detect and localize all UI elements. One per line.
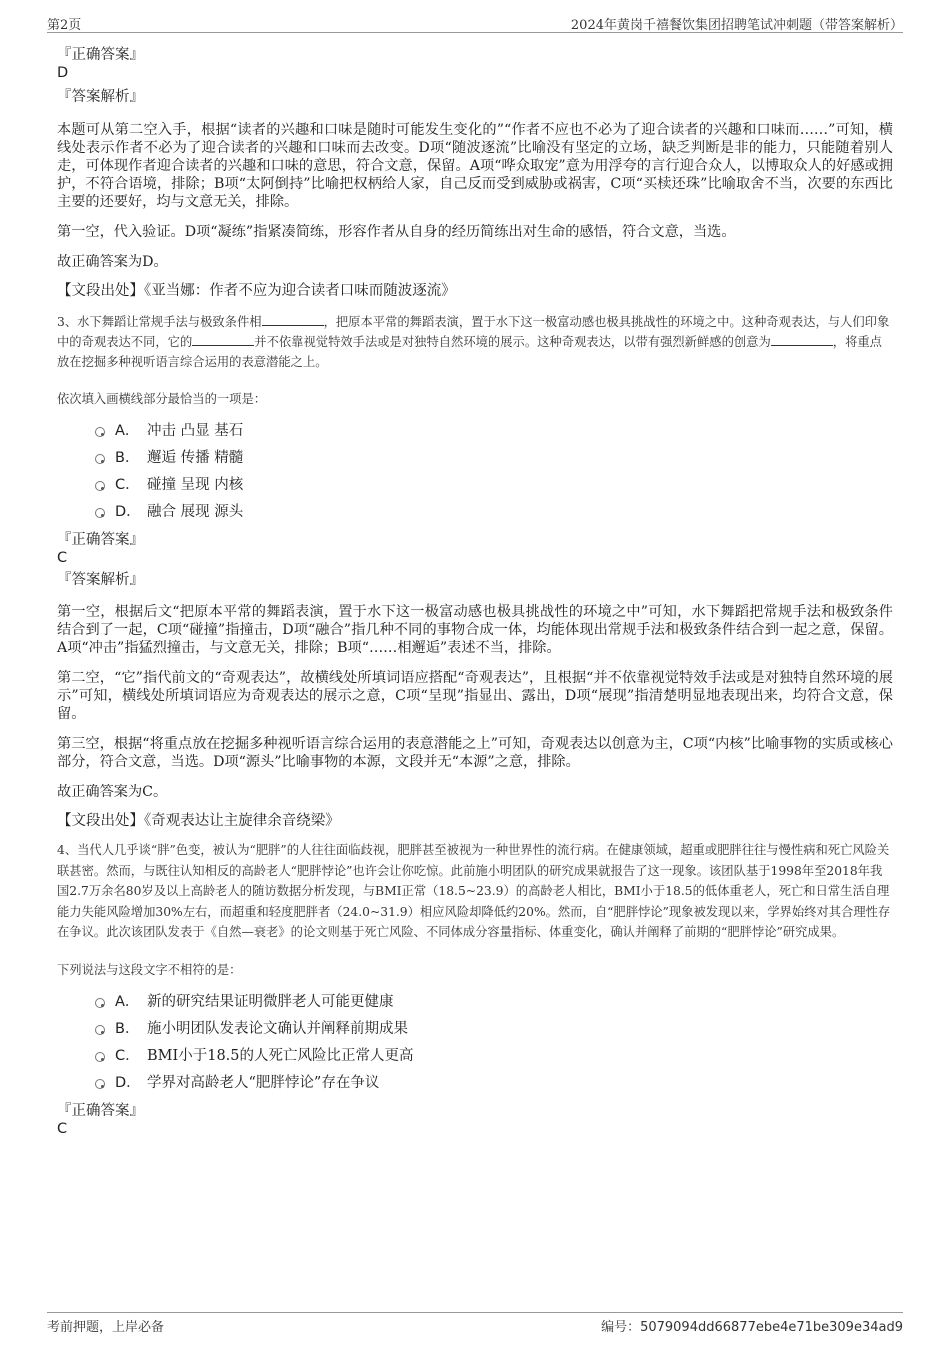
radio-icon[interactable] [95,1025,105,1035]
option-text: BMI小于18.5的人死亡风险比正常人更高 [147,1047,414,1064]
passage-source: 【文段出处】《奇观表达让主旋律余音绕梁》 [57,813,340,829]
fill-blank [192,334,254,346]
radio-icon[interactable] [95,1052,105,1062]
question-stem [57,312,893,372]
radio-icon[interactable] [95,1079,105,1089]
analysis-label: 『答案解析』 [57,89,144,105]
code-value: 5079094dd66877ebe4e71be309e34ad9 [640,1320,903,1335]
correct-answer-label: 『正确答案』 [57,532,144,548]
radio-icon[interactable] [95,427,105,437]
option-text: 碰撞 呈现 内核 [147,477,244,493]
stem-text: 3、水下舞蹈让常规手法与极致条件相 [57,315,262,329]
correct-answer-label: 『正确答案』 [57,47,144,63]
stem-text: ，将重点放在挖掘多种视听语言综合运用的表意潜能之上。 [57,335,882,369]
document-title: 2024年黄岗千禧餐饮集团招聘笔试冲刺题（带答案解析） [570,18,903,33]
option-a[interactable] [95,418,893,445]
option-text: 新的研究结果证明微胖老人可能更健康 [147,993,394,1010]
analysis-paragraph: 第一空，根据后文“把原本平常的舞蹈表演，置于水下这一极富动感也极具挑战性的环境之中”可知，水下舞蹈把常规手法和极致条件结合到了一起，C项“碰撞”指撞击，D项“融合”指几种不同的事物合成一体，均能体现出常规手法和极致条件结合到一起之意，保留。A项“冲击”指猛烈撞击，与文意无关，排除；B项“……相邂逅”表述不当，排除。 [57,604,893,656]
option-key: B． [115,450,140,466]
document-body [57,46,893,1138]
option-key: B． [115,1020,140,1037]
document-code [601,1316,903,1335]
option-text: 学界对高龄老人“肥胖悖论”存在争议 [147,1074,380,1091]
question-prompt: 依次填入画横线部分最恰当的一项是： [57,392,267,406]
option-c[interactable] [95,472,893,499]
radio-icon[interactable] [95,998,105,1008]
option-key: C． [115,477,140,493]
option-key: C． [115,1047,140,1064]
option-text: 邂逅 传播 精髓 [147,450,244,466]
stem-text: 并不依靠视觉特效手法或是对独特自然环境的展示。这种奇观表达，以带有强烈新鲜感的创意为 [254,335,771,349]
option-key: A． [115,423,140,439]
radio-icon[interactable] [95,454,105,464]
stem-text: ，把原本平常的舞蹈表演，置于水下这一极富动感也极具挑战性的环境之中。这种奇观表达，与人们印象中的奇观表达不同，它的 [57,315,890,349]
fill-blank [771,334,833,346]
option-b[interactable] [95,445,893,472]
fill-blank [262,314,324,326]
option-text: 施小明团队发表论文确认并阐释前期成果 [147,1020,408,1037]
correct-answer: C [57,550,68,566]
footer-slogan: 考前押题，上岸必备 [47,1320,165,1335]
option-key: A． [115,993,140,1010]
page-number: 第2页 [47,18,82,33]
analysis-paragraph: 故正确答案为D。 [57,254,168,270]
radio-icon[interactable] [95,508,105,518]
passage-source: 【文段出处】《亚当娜：作者不应为迎合读者口味而随波逐流》 [57,283,456,299]
correct-answer: C [57,1120,68,1137]
question-stem: 4、当代人几乎谈“胖”色变，被认为“肥胖”的人往往面临歧视，肥胖甚至被视为一种世界性的流行病。在健康领域，超重或肥胖往往与慢性病和死亡风险关联甚密。然而，与既往认知相反的高龄老人“肥胖悖论”也许会让你吃惊。此前施小明团队的研究成果就报告了这一现象。该团队基于1998年至2018年我国2.7万余名80岁及以上高龄老人的随访数据分析发现，与BMI正常（18.5~23.9）的高龄老人相比，BMI小于18.5的低体重老人，死亡和日常生活自理能力失能风险增加30%左右，而超重和轻度肥胖者（24.0~31.9）相应风险却降低约20%。然而，自“肥胖悖论”现象被发现以来，学界始终对其合理性存在争议。此次该团队发表于《自然—衰老》的论文则基于死亡风险、不同体成分容量指标、体重变化，确认并阐释了前期的“肥胖悖论”研究成果。 [57,843,891,939]
option-b[interactable] [95,1016,893,1043]
page-footer [47,1312,903,1334]
option-d[interactable] [95,1070,893,1097]
correct-answer-label: 『正确答案』 [57,1102,144,1119]
question-prompt: 下列说法与这段文字不相符的是： [57,962,242,977]
option-key: D． [115,1074,141,1091]
analysis-paragraph: 第三空，根据“将重点放在挖掘多种视听语言综合运用的表意潜能之上”可知，奇观表达以创意为主，C项“内核”比喻事物的实质或核心部分，符合文意，当选。D项“源头”比喻事物的本源，文段并无“本源”之意，排除。 [57,736,893,770]
analysis-paragraph: 第一空，代入验证。D项“凝练”指紧凑简练，形容作者从自身的经历简练出对生命的感悟，符合文意，当选。 [57,224,736,240]
option-text: 融合 展现 源头 [147,504,244,520]
option-key: D． [115,504,141,520]
option-list [95,989,893,1097]
option-a[interactable] [95,989,893,1016]
analysis-paragraph: 故正确答案为C。 [57,784,168,800]
code-label: 编号： [601,1320,641,1335]
radio-icon[interactable] [95,481,105,491]
page-header [47,14,903,33]
analysis-label: 『答案解析』 [57,572,144,588]
option-list [95,418,893,526]
option-text: 冲击 凸显 基石 [147,423,244,439]
analysis-paragraph: 本题可从第二空入手，根据“读者的兴趣和口味是随时可能发生变化的”“作者不应也不必为了迎合读者的兴趣和口味而……”可知，横线处表示作者不必为了迎合读者的兴趣和口味而去改变。D项“随波逐流”比喻没有坚定的立场，缺乏判断是非的能力，只能随着别人走，可体现作者迎合读者的兴趣和口味的意思，符合文意，保留。A项“哗众取宠”意为用浮夸的言行迎合众人，以博取众人的好感或拥护，不符合语境，排除；B项“太阿倒持”比喻把权柄给人家，自己反而受到威胁或祸害，C项“买椟还珠”比喻取舍不当，次要的东西比主要的还要好，均与文意无关，排除。 [57,122,893,210]
correct-answer: D [57,65,69,81]
analysis-paragraph: 第二空，“它”指代前文的“奇观表达”，故横线处所填词语应搭配“奇观表达”，且根据“并不依靠视觉特效手法或是对独特自然环境的展示”可知，横线处所填词语应为奇观表达的展示之意，C项“呈现”指显出、露出，D项“展现”指清楚明显地表现出来，均符合文意，保留。 [57,670,893,722]
option-c[interactable] [95,1043,893,1070]
option-d[interactable] [95,499,893,526]
